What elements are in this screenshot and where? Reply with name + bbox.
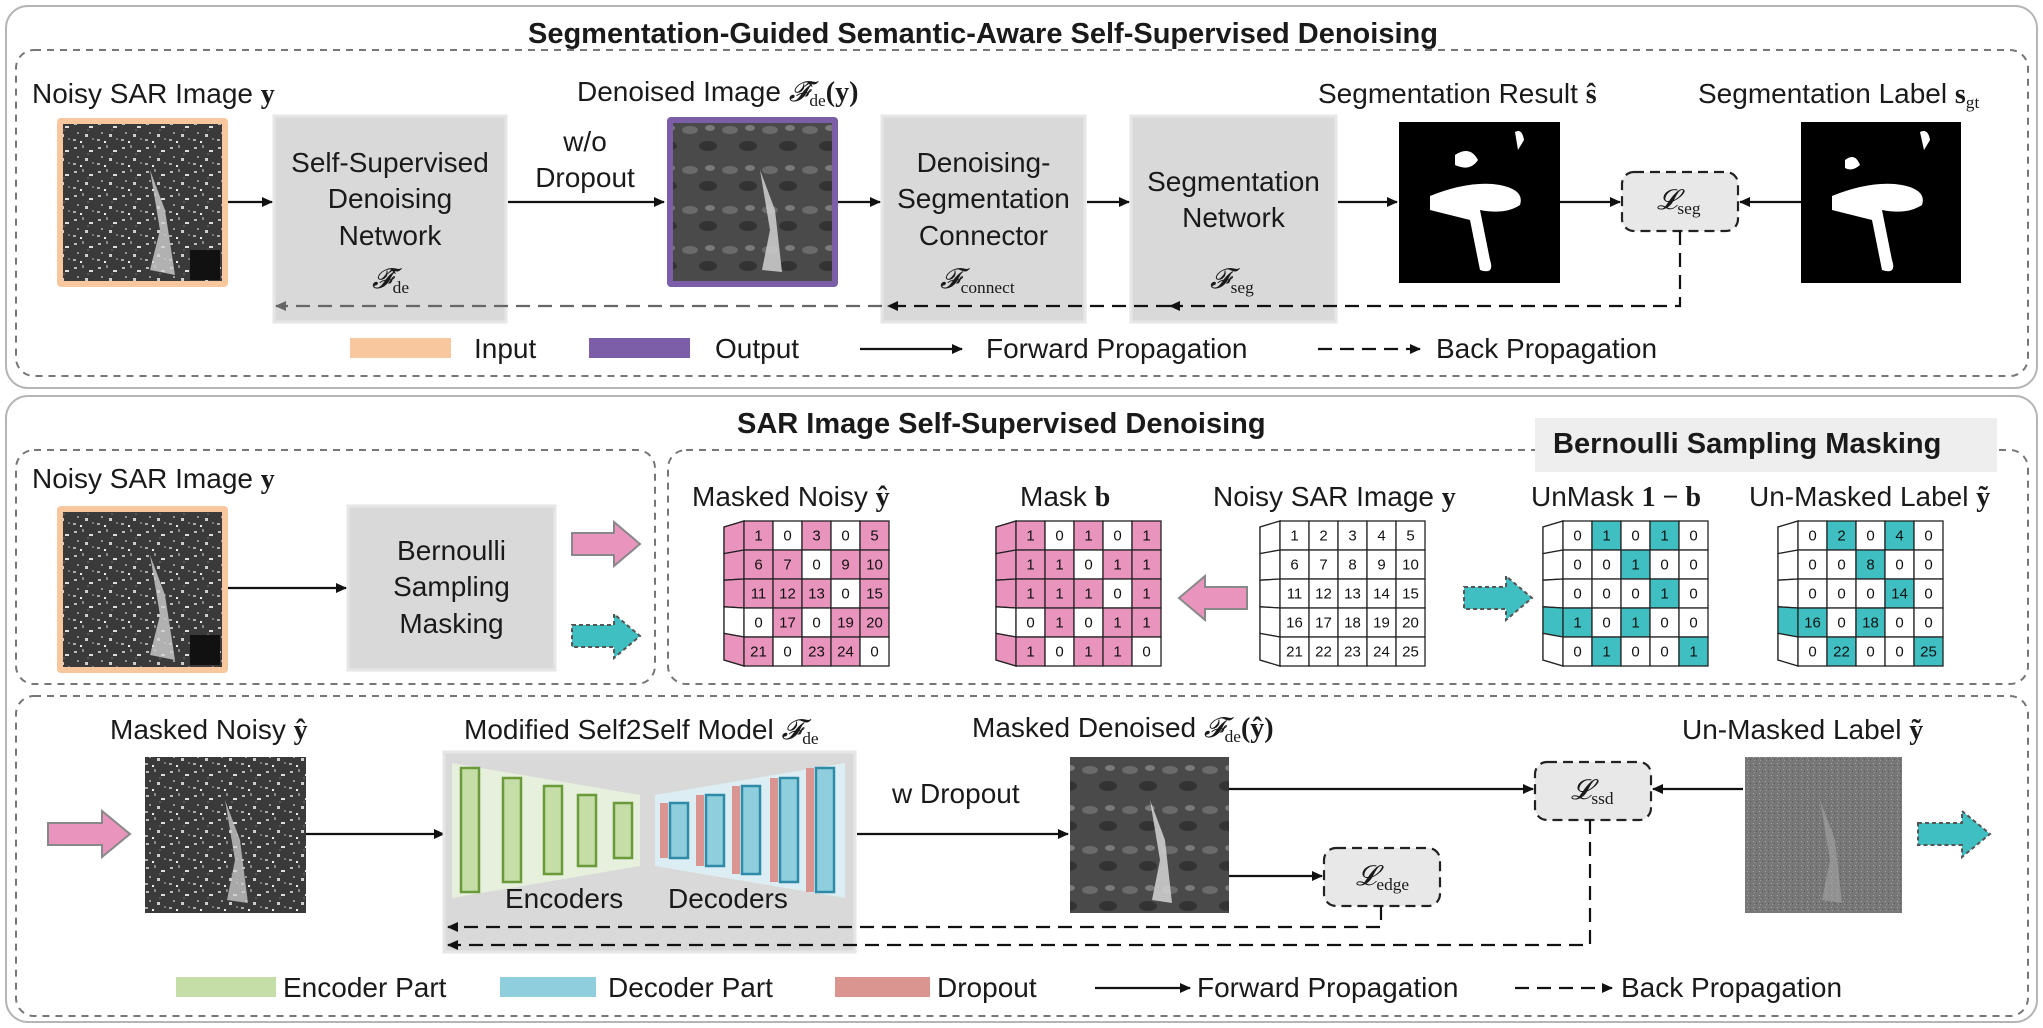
legend-dropout-text: Dropout — [937, 972, 1037, 1003]
masked_noisy-grid-side-row — [724, 521, 744, 554]
mask-grid-value: 0 — [1084, 614, 1093, 632]
noisy-grid-value: 22 — [1315, 643, 1332, 661]
unmask-grid-value: 0 — [1631, 527, 1640, 545]
unmask-grid-value: 0 — [1573, 585, 1582, 603]
masked_noisy-grid-side-row — [724, 633, 744, 666]
masked_noisy-grid-value: 3 — [812, 527, 821, 545]
masked_noisy-grid-value: 11 — [750, 585, 767, 603]
dropout-1 — [660, 803, 668, 858]
decoder-layer-2 — [706, 795, 724, 866]
legend-dropout-swatch — [835, 977, 930, 997]
encoders-label: Encoders — [505, 883, 624, 914]
seg-label-label: Segmentation Label $s_{gt}$ — [1698, 78, 1980, 113]
masked_noisy-grid-value: 10 — [866, 556, 883, 574]
unmask-grid-side-row — [1543, 579, 1563, 608]
masked_noisy-grid-value: 17 — [779, 614, 796, 632]
masked-noisy-label: Masked Noisy ŷ — [692, 481, 890, 513]
mask-grid-side-row — [996, 607, 1016, 637]
unmask-grid-value: 0 — [1631, 643, 1640, 661]
unmask-grid-side-row — [1543, 550, 1563, 580]
connector-box-label: Denoising- Segmentation Connector — [897, 146, 1070, 251]
noisy-grid-value: 12 — [1315, 585, 1332, 603]
pink-arrow-in — [48, 811, 130, 857]
unmask-grid-value: 1 — [1660, 585, 1669, 603]
legend-encoder-swatch — [176, 977, 276, 997]
masked_noisy-grid-value: 0 — [812, 614, 821, 632]
seg-result-label: Segmentation Result ŝ — [1318, 78, 1597, 110]
mask-grid-value: 1 — [1026, 556, 1035, 574]
masked_noisy-grid-side-row — [724, 607, 744, 637]
segnet-box-label: Segmentation Network — [1147, 165, 1320, 233]
unmasked_label-grid-value: 25 — [1920, 643, 1937, 661]
masked_noisy-grid-value: 15 — [866, 585, 883, 603]
masked_noisy-grid-side-row — [724, 579, 744, 608]
mask-grid-side-row — [996, 633, 1016, 666]
pink-arrow-to-mask — [1179, 576, 1247, 620]
unmask-grid-side-row — [1543, 633, 1563, 666]
encoder-layer-3 — [544, 786, 562, 874]
unmasked_label-grid-value: 16 — [1804, 614, 1821, 632]
masked_noisy-grid-value: 13 — [808, 585, 825, 603]
grid-unmasked-label — [1778, 521, 1943, 666]
noisy2-label: Noisy SAR Image y — [1213, 481, 1456, 513]
grid-unmask — [1543, 521, 1708, 666]
unmasked_label-grid-value: 0 — [1837, 614, 1846, 632]
masked_noisy-grid-value: 0 — [783, 643, 792, 661]
unmasked_label-grid-value: 0 — [1866, 643, 1875, 661]
unmask-grid-value: 1 — [1602, 527, 1611, 545]
loss-ssd-label: 𝓛$_{ssd}$ — [1571, 775, 1614, 809]
unmasked_label-grid-value: 0 — [1837, 556, 1846, 574]
masked_noisy-grid-value: 0 — [754, 614, 763, 632]
decoder-layer-1 — [670, 803, 688, 858]
unmasked_label-grid-side-row — [1778, 579, 1798, 608]
unmask-label: UnMask 1 − b — [1531, 481, 1702, 513]
unmasked_label-grid-value: 2 — [1837, 527, 1846, 545]
noisy-grid-side-row — [1260, 607, 1280, 637]
mask-grid-value: 1 — [1113, 643, 1122, 661]
noisy-grid-value: 14 — [1373, 585, 1390, 603]
noisy-grid-value: 21 — [1286, 643, 1303, 661]
unmasked_label-grid-value: 8 — [1866, 556, 1875, 574]
wo-dropout-label: w/o Dropout — [535, 125, 635, 193]
masked_noisy-grid-value: 24 — [837, 643, 854, 661]
unmask-grid-side-row — [1543, 607, 1563, 637]
encoder-layer-1 — [461, 768, 479, 892]
mask-grid-value: 1 — [1055, 614, 1064, 632]
legend-input-text: Input — [474, 333, 537, 364]
unmasked_label-grid-value: 14 — [1891, 585, 1908, 603]
unmask-grid-value: 0 — [1689, 527, 1698, 545]
unmask-grid-value: 1 — [1689, 643, 1698, 661]
mask-grid-side-row — [996, 550, 1016, 580]
noisy-grid-value: 2 — [1319, 527, 1328, 545]
encoder-layer-2 — [503, 778, 521, 882]
noisy-grid-side-row — [1260, 579, 1280, 608]
mask-grid-value: 1 — [1084, 585, 1093, 603]
noisy-grid-value: 11 — [1286, 585, 1303, 603]
mask-grid-value: 1 — [1084, 643, 1093, 661]
noisy-grid-value: 17 — [1315, 614, 1332, 632]
unmasked_label-grid-value: 0 — [1924, 556, 1933, 574]
masked_noisy-grid-value: 0 — [841, 527, 850, 545]
mask-grid-value: 1 — [1055, 585, 1064, 603]
top-denoised-image — [673, 123, 832, 281]
top-title: Segmentation-Guided Semantic-Aware Self-Supervised Denoising — [528, 18, 1438, 50]
unmasked_label-grid-value: 0 — [1924, 585, 1933, 603]
middle-title: SAR Image Self-Supervised Denoising — [737, 408, 1266, 440]
decoder-layer-3 — [742, 786, 760, 874]
teal-arrow-in — [1918, 811, 1990, 857]
unmask-grid-value: 0 — [1631, 585, 1640, 603]
unmask-grid-side-row — [1543, 521, 1563, 554]
masked-denoised-label: Masked Denoised 𝓕$_{de}$(ŷ) — [972, 712, 1274, 747]
masked_noisy-grid-value: 0 — [812, 556, 821, 574]
mask-grid-value: 1 — [1142, 585, 1151, 603]
noisy-grid-side-row — [1260, 633, 1280, 666]
mask-grid-value: 1 — [1142, 614, 1151, 632]
noisy-grid-value: 6 — [1290, 556, 1299, 574]
masked_noisy-grid-value: 5 — [870, 527, 879, 545]
legend-output-swatch — [589, 338, 690, 358]
noisy-grid-value: 3 — [1348, 527, 1357, 545]
dropout-5 — [806, 768, 814, 892]
masked-denoised-image — [1070, 757, 1229, 913]
noisy-grid-value: 5 — [1406, 527, 1415, 545]
mask-grid-value: 0 — [1055, 527, 1064, 545]
masked_noisy-grid-value: 7 — [783, 556, 792, 574]
mask-grid-value: 1 — [1026, 585, 1035, 603]
loss-seg-label: 𝓛$_{seg}$ — [1657, 185, 1701, 219]
mask-grid-side-row — [996, 579, 1016, 608]
loss-edge-label: 𝓛$_{edge}$ — [1356, 861, 1410, 895]
noisy-grid-value: 4 — [1377, 527, 1386, 545]
unmasked_label-grid-value: 0 — [1837, 585, 1846, 603]
bottom-unmasked-label: Un-Masked Label ỹ — [1682, 714, 1924, 746]
mask-label: Mask b — [1020, 481, 1111, 513]
unmask-grid-value: 0 — [1689, 585, 1698, 603]
mask-grid-value: 0 — [1055, 643, 1064, 661]
unmasked_label-grid-value: 0 — [1895, 614, 1904, 632]
unmasked_label-grid-value: 0 — [1924, 527, 1933, 545]
teal-arrow-out — [572, 614, 640, 658]
model-label: Modified Self2Self Model 𝓕$_{de}$ — [464, 714, 819, 749]
mask-grid-value: 1 — [1142, 527, 1151, 545]
bottom-masked-noisy-label: Masked Noisy ŷ — [110, 714, 308, 746]
noisy-grid-value: 19 — [1373, 614, 1390, 632]
unmask-grid-value: 0 — [1573, 556, 1582, 574]
noisy-grid-value: 1 — [1290, 527, 1299, 545]
noisy-grid-value: 24 — [1373, 643, 1390, 661]
bottom-masked-noisy-image — [145, 757, 306, 913]
noisy-grid-value: 15 — [1402, 585, 1419, 603]
mask-grid-value: 1 — [1142, 556, 1151, 574]
masked_noisy-grid-value: 0 — [783, 527, 792, 545]
legend-back-text-2: Back Propagation — [1621, 972, 1843, 1003]
masked_noisy-grid-value: 6 — [754, 556, 763, 574]
noisy-grid-value: 25 — [1402, 643, 1419, 661]
top-denoised-label: Denoised Image $𝓕̂_{de}(y)$ — [577, 76, 859, 111]
noisy-grid-side-row — [1260, 521, 1280, 554]
bsm-title: Bernoulli Sampling Masking — [1553, 428, 1942, 460]
unmasked_label-grid-value: 0 — [1808, 527, 1817, 545]
mask-grid-value: 0 — [1113, 527, 1122, 545]
legend-forward-text: Forward Propagation — [986, 333, 1248, 364]
ssdn-box-label: Self-Supervised Denoising Network — [291, 146, 489, 251]
noisy-grid-value: 16 — [1286, 614, 1303, 632]
masked_noisy-grid-value: 21 — [750, 643, 767, 661]
grid-mask — [996, 521, 1161, 666]
unmasked_label-grid-side-row — [1778, 521, 1798, 554]
dropout-3 — [732, 786, 740, 874]
unmasked_label-grid-value: 0 — [1808, 556, 1817, 574]
dropout-2 — [696, 795, 704, 866]
mask-grid-value: 0 — [1026, 614, 1035, 632]
ssdn-symbol: $𝓕̂_{de}$ — [372, 264, 410, 298]
segnet-symbol: 𝓕$_{seg}$ — [1210, 264, 1254, 298]
unmask-grid-value: 0 — [1573, 643, 1582, 661]
bottom-unmasked-image — [1745, 757, 1902, 913]
unmasked_label-grid-value: 18 — [1862, 614, 1879, 632]
mask-grid-value: 1 — [1084, 527, 1093, 545]
legend-input-swatch — [350, 338, 451, 358]
dropout-4 — [770, 778, 778, 882]
unmask-grid-value: 0 — [1689, 614, 1698, 632]
mask-grid-value: 1 — [1026, 643, 1035, 661]
noisy-grid-value: 20 — [1402, 614, 1419, 632]
decoders-label: Decoders — [668, 883, 788, 914]
masked_noisy-grid-value: 0 — [841, 585, 850, 603]
legend-output-text: Output — [715, 333, 800, 364]
pink-arrow-out — [572, 522, 640, 566]
mid-noisy-label: Noisy SAR Image y — [32, 463, 275, 495]
unmask-grid-value: 0 — [1689, 556, 1698, 574]
unmask-grid-value: 0 — [1573, 527, 1582, 545]
mask-grid-side-row — [996, 521, 1016, 554]
legend-forward-text-2: Forward Propagation — [1197, 972, 1459, 1003]
masked_noisy-grid-value: 23 — [808, 643, 825, 661]
decoder-layer-5 — [816, 768, 834, 892]
masked_noisy-grid-value: 19 — [837, 614, 854, 632]
unmasked_label-grid-value: 0 — [1895, 643, 1904, 661]
noisy-grid-side-row — [1260, 550, 1280, 580]
mask-grid-value: 0 — [1142, 643, 1151, 661]
masked_noisy-grid-value: 12 — [779, 585, 796, 603]
unmask-grid-value: 1 — [1660, 527, 1669, 545]
mask-grid-value: 1 — [1113, 556, 1122, 574]
noisy-grid-value: 7 — [1319, 556, 1328, 574]
top-noisy-dark-region — [190, 250, 220, 280]
grid-noisy — [1260, 521, 1425, 666]
unmask-grid-value: 0 — [1660, 614, 1669, 632]
legend-encoder-text: Encoder Part — [283, 972, 447, 1003]
encoder-layer-5 — [614, 803, 632, 858]
noisy-grid-value: 23 — [1344, 643, 1361, 661]
unmasked_label-grid-side-row — [1778, 633, 1798, 666]
legend-decoder-swatch — [500, 977, 596, 997]
noisy-grid-value: 10 — [1402, 556, 1419, 574]
unmasked_label-grid-value: 0 — [1808, 585, 1817, 603]
mask-grid-value: 0 — [1084, 556, 1093, 574]
unmask-grid-value: 1 — [1631, 556, 1640, 574]
unmasked_label-grid-value: 0 — [1866, 527, 1875, 545]
unmask-grid-value: 0 — [1660, 643, 1669, 661]
unmasked_label-grid-value: 22 — [1833, 643, 1850, 661]
decoder-layer-4 — [780, 778, 798, 882]
unmasked_label-grid-side-row — [1778, 607, 1798, 637]
unmasked_label-grid-value: 0 — [1808, 643, 1817, 661]
noisy-grid-value: 18 — [1344, 614, 1361, 632]
unmask-grid-value: 0 — [1660, 556, 1669, 574]
unmasked_label-grid-value: 4 — [1895, 527, 1904, 545]
masked_noisy-grid-value: 9 — [841, 556, 850, 574]
w-dropout-label: w Dropout — [892, 778, 1020, 809]
unmask-grid-value: 0 — [1602, 614, 1611, 632]
noisy-grid-value: 13 — [1344, 585, 1361, 603]
grid-masked-noisy — [724, 521, 889, 666]
unmasked_label-grid-value: 0 — [1924, 614, 1933, 632]
unmask-grid-value: 1 — [1602, 643, 1611, 661]
encoder-layer-4 — [578, 795, 596, 866]
unmasked_label-grid-side-row — [1778, 550, 1798, 580]
unmasked_label-grid-value: 0 — [1895, 556, 1904, 574]
mask-grid-value: 1 — [1113, 614, 1122, 632]
noisy-grid-value: 9 — [1377, 556, 1386, 574]
teal-arrow-to-unmask — [1464, 576, 1532, 620]
mask-grid-value: 1 — [1055, 556, 1064, 574]
mask-grid-value: 0 — [1113, 585, 1122, 603]
unmask-grid-value: 0 — [1602, 556, 1611, 574]
legend-back-text: Back Propagation — [1436, 333, 1658, 364]
unmask-grid-value: 0 — [1602, 585, 1611, 603]
mid-noisy-dark-region — [190, 635, 220, 665]
noisy-grid-value: 8 — [1348, 556, 1357, 574]
unmask-grid-value: 1 — [1631, 614, 1640, 632]
unmask-grid-value: 1 — [1573, 614, 1582, 632]
masked_noisy-grid-side-row — [724, 550, 744, 580]
unmasked-label: Un-Masked Label ỹ — [1749, 481, 1991, 513]
masked_noisy-grid-value: 1 — [754, 527, 763, 545]
mask-grid-value: 1 — [1026, 527, 1035, 545]
unmasked_label-grid-value: 0 — [1866, 585, 1875, 603]
top-noisy-label: Noisy SAR Image y — [32, 78, 275, 110]
masked_noisy-grid-value: 20 — [866, 614, 883, 632]
legend-decoder-text: Decoder Part — [608, 972, 773, 1003]
masked_noisy-grid-value: 0 — [870, 643, 879, 661]
connector-symbol: 𝓕$_{connect}$ — [940, 264, 1015, 298]
bsm-box-label: Bernoulli Sampling Masking — [393, 534, 510, 639]
